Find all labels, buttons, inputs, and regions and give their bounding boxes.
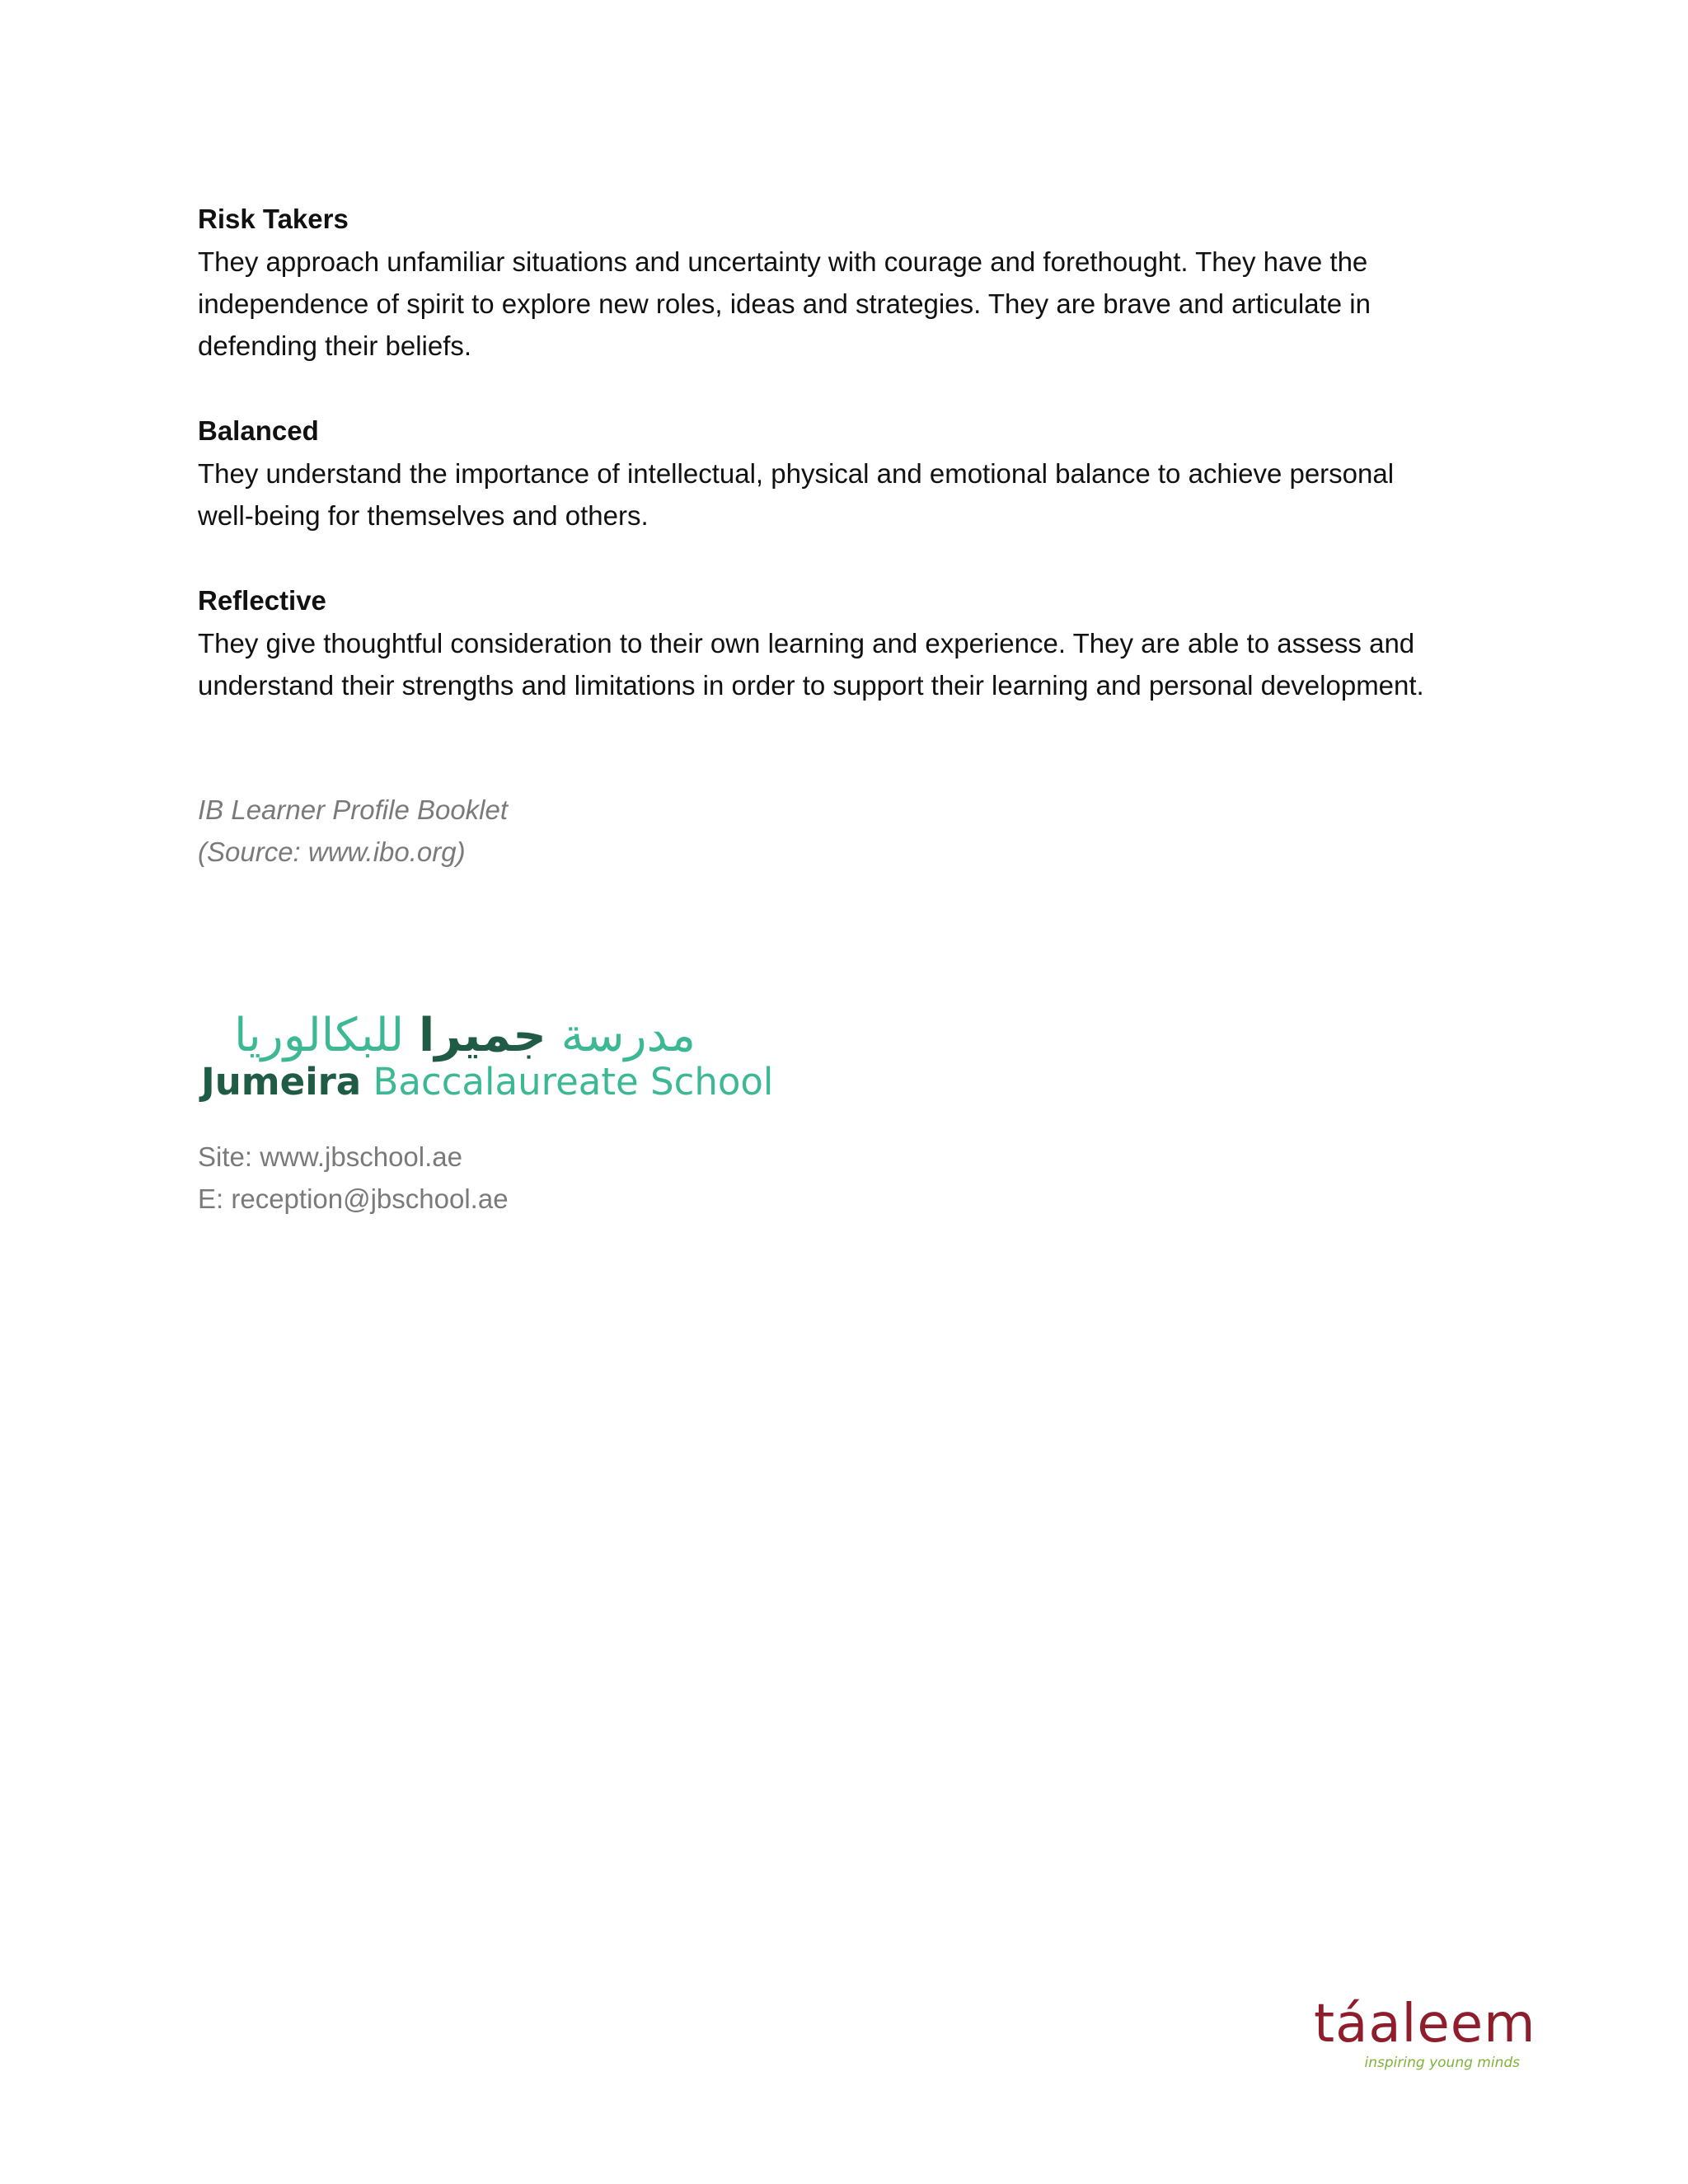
taaleem-logo-tagline: inspiring young minds [1364, 2055, 1520, 2071]
source-url: (Source: www.ibo.org) [198, 837, 466, 867]
section-line: understand their strengths and limitations in order to support their learning and personal development. [198, 670, 1424, 701]
section-heading: Reflective [198, 585, 326, 616]
taaleem-logo-word: táaleem [1314, 1994, 1536, 2055]
taaleem-logo [1311, 1994, 1536, 2077]
contact-email[interactable]: E: reception@jbschool.ae [198, 1183, 509, 1214]
contact-site[interactable]: Site: www.jbschool.ae [198, 1141, 462, 1172]
contact-info [198, 1136, 509, 1220]
school-logo-arabic [234, 1010, 696, 1062]
section-line: well-being for themselves and others. [198, 500, 649, 531]
learner-profile-content [198, 198, 1533, 873]
section-line: They understand the importance of intellectual, physical and emotional balance to achieve personal [198, 458, 1395, 489]
section-line: independence of spirit to explore new roles, ideas and strategies. They are brave and articulate in [198, 288, 1371, 319]
school-logo-english [201, 1059, 773, 1105]
section-risk-takers [198, 198, 1533, 367]
school-logo-arabic-prefix: مدرسة [560, 1009, 696, 1062]
source-citation [198, 789, 1533, 873]
section-line: They approach unfamiliar situations and uncertainty with courage and forethought. They have the [198, 246, 1368, 277]
school-logo-english-rest: Baccalaureate School [373, 1060, 774, 1104]
section-heading: Balanced [198, 415, 319, 446]
section-line: defending their beliefs. [198, 330, 472, 361]
school-logo-arabic-name: جميرا [419, 1009, 546, 1062]
school-logo-arabic-suffix: للبكالوريا [234, 1009, 405, 1062]
school-logo [201, 1009, 774, 1104]
section-reflective [198, 579, 1533, 706]
section-line: They give thoughtful consideration to their own learning and experience. They are able to assess and [198, 628, 1415, 658]
section-balanced [198, 410, 1533, 537]
section-heading: Risk Takers [198, 204, 349, 234]
source-title: IB Learner Profile Booklet [198, 794, 509, 825]
school-logo-english-name: Jumeira [201, 1060, 362, 1104]
